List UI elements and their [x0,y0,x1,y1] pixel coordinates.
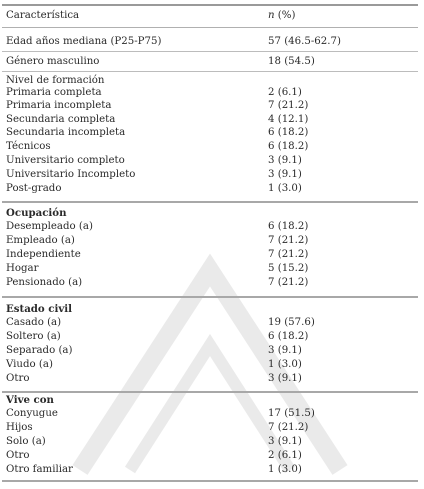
header-n: n [268,10,275,21]
table-row [0,141,424,154]
table-row [0,263,424,276]
table-header-row [0,8,424,24]
row-value: 3 (9.1) [268,169,302,180]
table-row [0,155,424,168]
row-label: Otro familiar [6,464,73,475]
section-separator [2,296,418,298]
row-value: 1 (3.0) [268,464,302,475]
section-title-estado-civil [0,303,424,316]
row-label: Casado (a) [6,317,62,328]
table-row [0,87,424,100]
table-row [0,345,424,358]
table-row [0,100,424,113]
section-title-vive-con [0,394,424,407]
table-row [0,359,424,372]
row-label: Pensionado (a) [6,277,83,288]
row-value: 2 (6.1) [268,450,302,461]
row-value: 1 (3.0) [268,359,302,370]
table-row [0,169,424,182]
table-bottom-rule [2,480,418,482]
table-row [0,436,424,449]
table-row [0,235,424,248]
table-row [0,114,424,127]
row-label: Primaria completa [6,87,102,98]
table-row [0,331,424,344]
row-label: Empleado (a) [6,235,75,246]
table-row [0,183,424,196]
row-value: 19 (57.6) [268,317,315,328]
header-n-percent [268,10,295,21]
row-value: 7 (21.2) [268,249,309,260]
row-value: 6 (18.2) [268,331,309,342]
table-row [0,221,424,234]
row-separator [2,71,418,72]
section-title: Estado civil [6,303,73,315]
row-value: 5 (15.2) [268,263,309,274]
table-row [0,408,424,421]
row-value: 7 (21.2) [268,422,309,433]
row-label: Otro [6,373,30,384]
row-label: Universitario completo [6,155,125,166]
row-value: 7 (21.2) [268,235,309,246]
header-characteristic: Característica [6,10,80,21]
table-row [0,317,424,330]
table-row [0,127,424,140]
row-label: Género masculino [6,56,100,67]
row-label: Independiente [6,249,81,260]
row-label: Técnicos [6,141,51,152]
table-row [0,422,424,435]
row-label: Conyugue [6,408,58,419]
row-label: Post-grado [6,183,62,194]
row-value: 6 (18.2) [268,141,309,152]
table-row [0,373,424,386]
table-row [0,249,424,262]
table-row [0,450,424,463]
row-value: 2 (6.1) [268,87,302,98]
row-value: 17 (51.5) [268,408,315,419]
row-label: Viudo (a) [6,359,53,370]
section-title: Nivel de formación [6,75,105,86]
section-title: Vive con [6,394,54,406]
table-row [0,464,424,477]
header-rule [2,27,418,28]
row-value: 3 (9.1) [268,155,302,166]
row-label: Primaria incompleta [6,100,112,111]
row-label: Otro [6,450,30,461]
row-value: 7 (21.2) [268,277,309,288]
row-value: 3 (9.1) [268,436,302,447]
row-label: Hogar [6,263,39,274]
row-label: Secundaria incompleta [6,127,126,138]
table-row [0,56,424,69]
row-label: Solo (a) [6,436,46,447]
row-label: Edad años mediana (P25-P75) [6,36,162,47]
row-value: 3 (9.1) [268,373,302,384]
table-row [0,277,424,290]
row-value: 4 (12.1) [268,114,309,125]
header-percent: (%) [274,10,296,21]
section-title-ocupacion [0,207,424,220]
table-row [0,36,424,49]
row-label: Soltero (a) [6,331,61,342]
row-value: 3 (9.1) [268,345,302,356]
row-value: 6 (18.2) [268,127,309,138]
row-label: Hijos [6,422,33,433]
row-label: Separado (a) [6,345,73,356]
row-label: Desempleado (a) [6,221,93,232]
row-separator [2,51,418,52]
row-value: 18 (54.5) [268,56,315,67]
section-title: Ocupación [6,207,67,219]
section-separator [2,391,418,393]
row-value: 7 (21.2) [268,100,309,111]
row-value: 1 (3.0) [268,183,302,194]
row-value: 6 (18.2) [268,221,309,232]
table-top-rule [2,4,418,6]
section-separator [2,201,418,203]
row-label: Secundaria completa [6,114,116,125]
row-label: Universitario Incompleto [6,169,136,180]
row-value: 57 (46.5-62.7) [268,36,341,47]
